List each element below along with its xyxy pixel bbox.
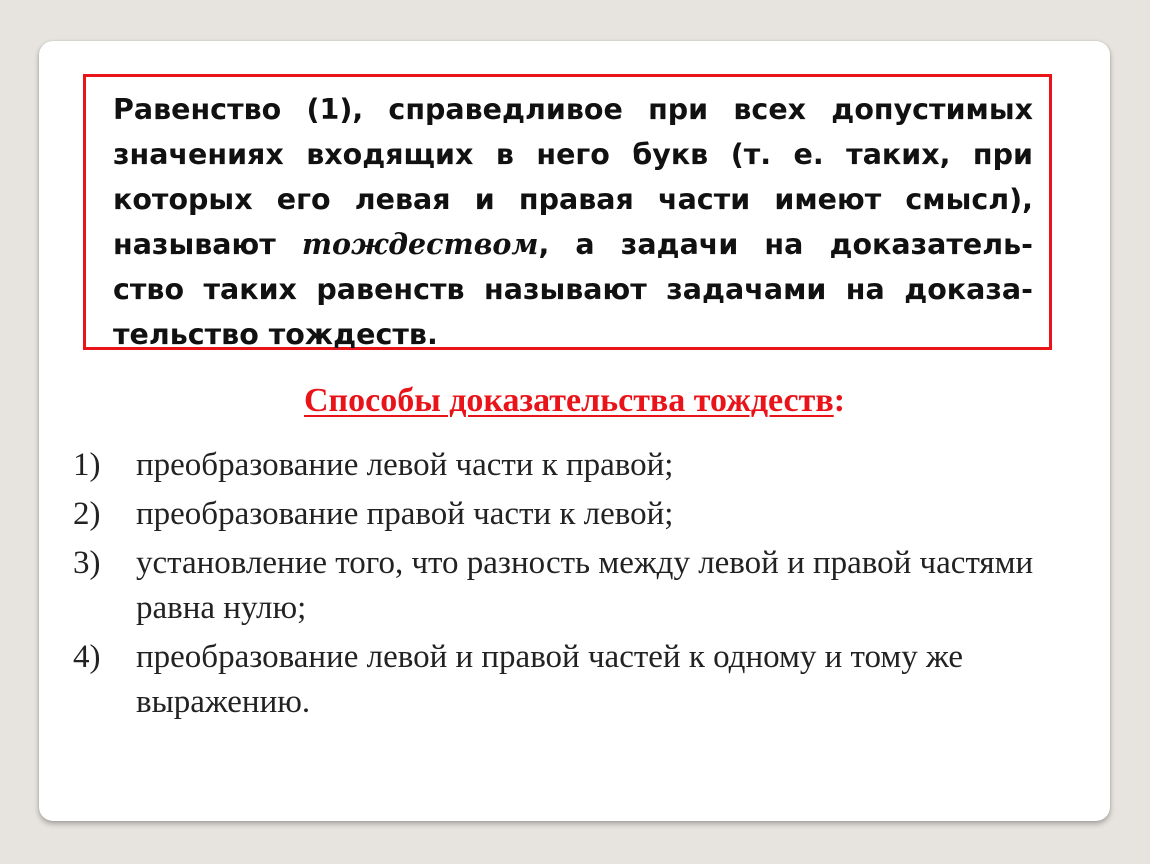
list-item-text: преобразование левой и правой частей к одному и тому же выражению. (136, 639, 964, 720)
definition-text (113, 87, 1033, 357)
definition-line: тельство тождеств. (113, 318, 438, 351)
methods-heading-text: Способы доказательства тождеств (303, 382, 834, 419)
definition-line: Равенство (1), справедливое при всех допустимых (113, 93, 1033, 126)
definition-line: которых его левая и правая части имеют смысл), (113, 183, 1033, 216)
list-item-number: 1) (73, 447, 101, 483)
methods-list (73, 443, 1083, 729)
definition-term: тождеством (301, 227, 539, 261)
list-item-text: преобразование левой части к правой; (136, 447, 674, 483)
definition-term-lead: называют (113, 228, 276, 261)
methods-heading (39, 381, 1110, 421)
methods-heading-colon: : (833, 382, 846, 419)
list-item (73, 443, 1083, 488)
list-item (73, 541, 1083, 631)
list-item (73, 492, 1083, 537)
definition-box (83, 74, 1052, 350)
definition-line: ство таких равенств называют задачами на доказа- (113, 273, 1033, 306)
list-item-text: установление того, что разность между левой и правой частями равна нулю; (136, 545, 1034, 626)
definition-term-tail: , а задачи на доказатель- (538, 228, 1033, 261)
list-item (73, 635, 1083, 725)
list-item-text: преобразование правой части к левой; (136, 496, 674, 532)
definition-line (113, 222, 1033, 267)
slide (39, 41, 1110, 821)
definition-line: значениях входящих в него букв (т. е. таких, при (113, 138, 1033, 171)
list-item-number: 4) (73, 639, 101, 675)
list-item-number: 3) (73, 545, 101, 581)
list-item-number: 2) (73, 496, 101, 532)
